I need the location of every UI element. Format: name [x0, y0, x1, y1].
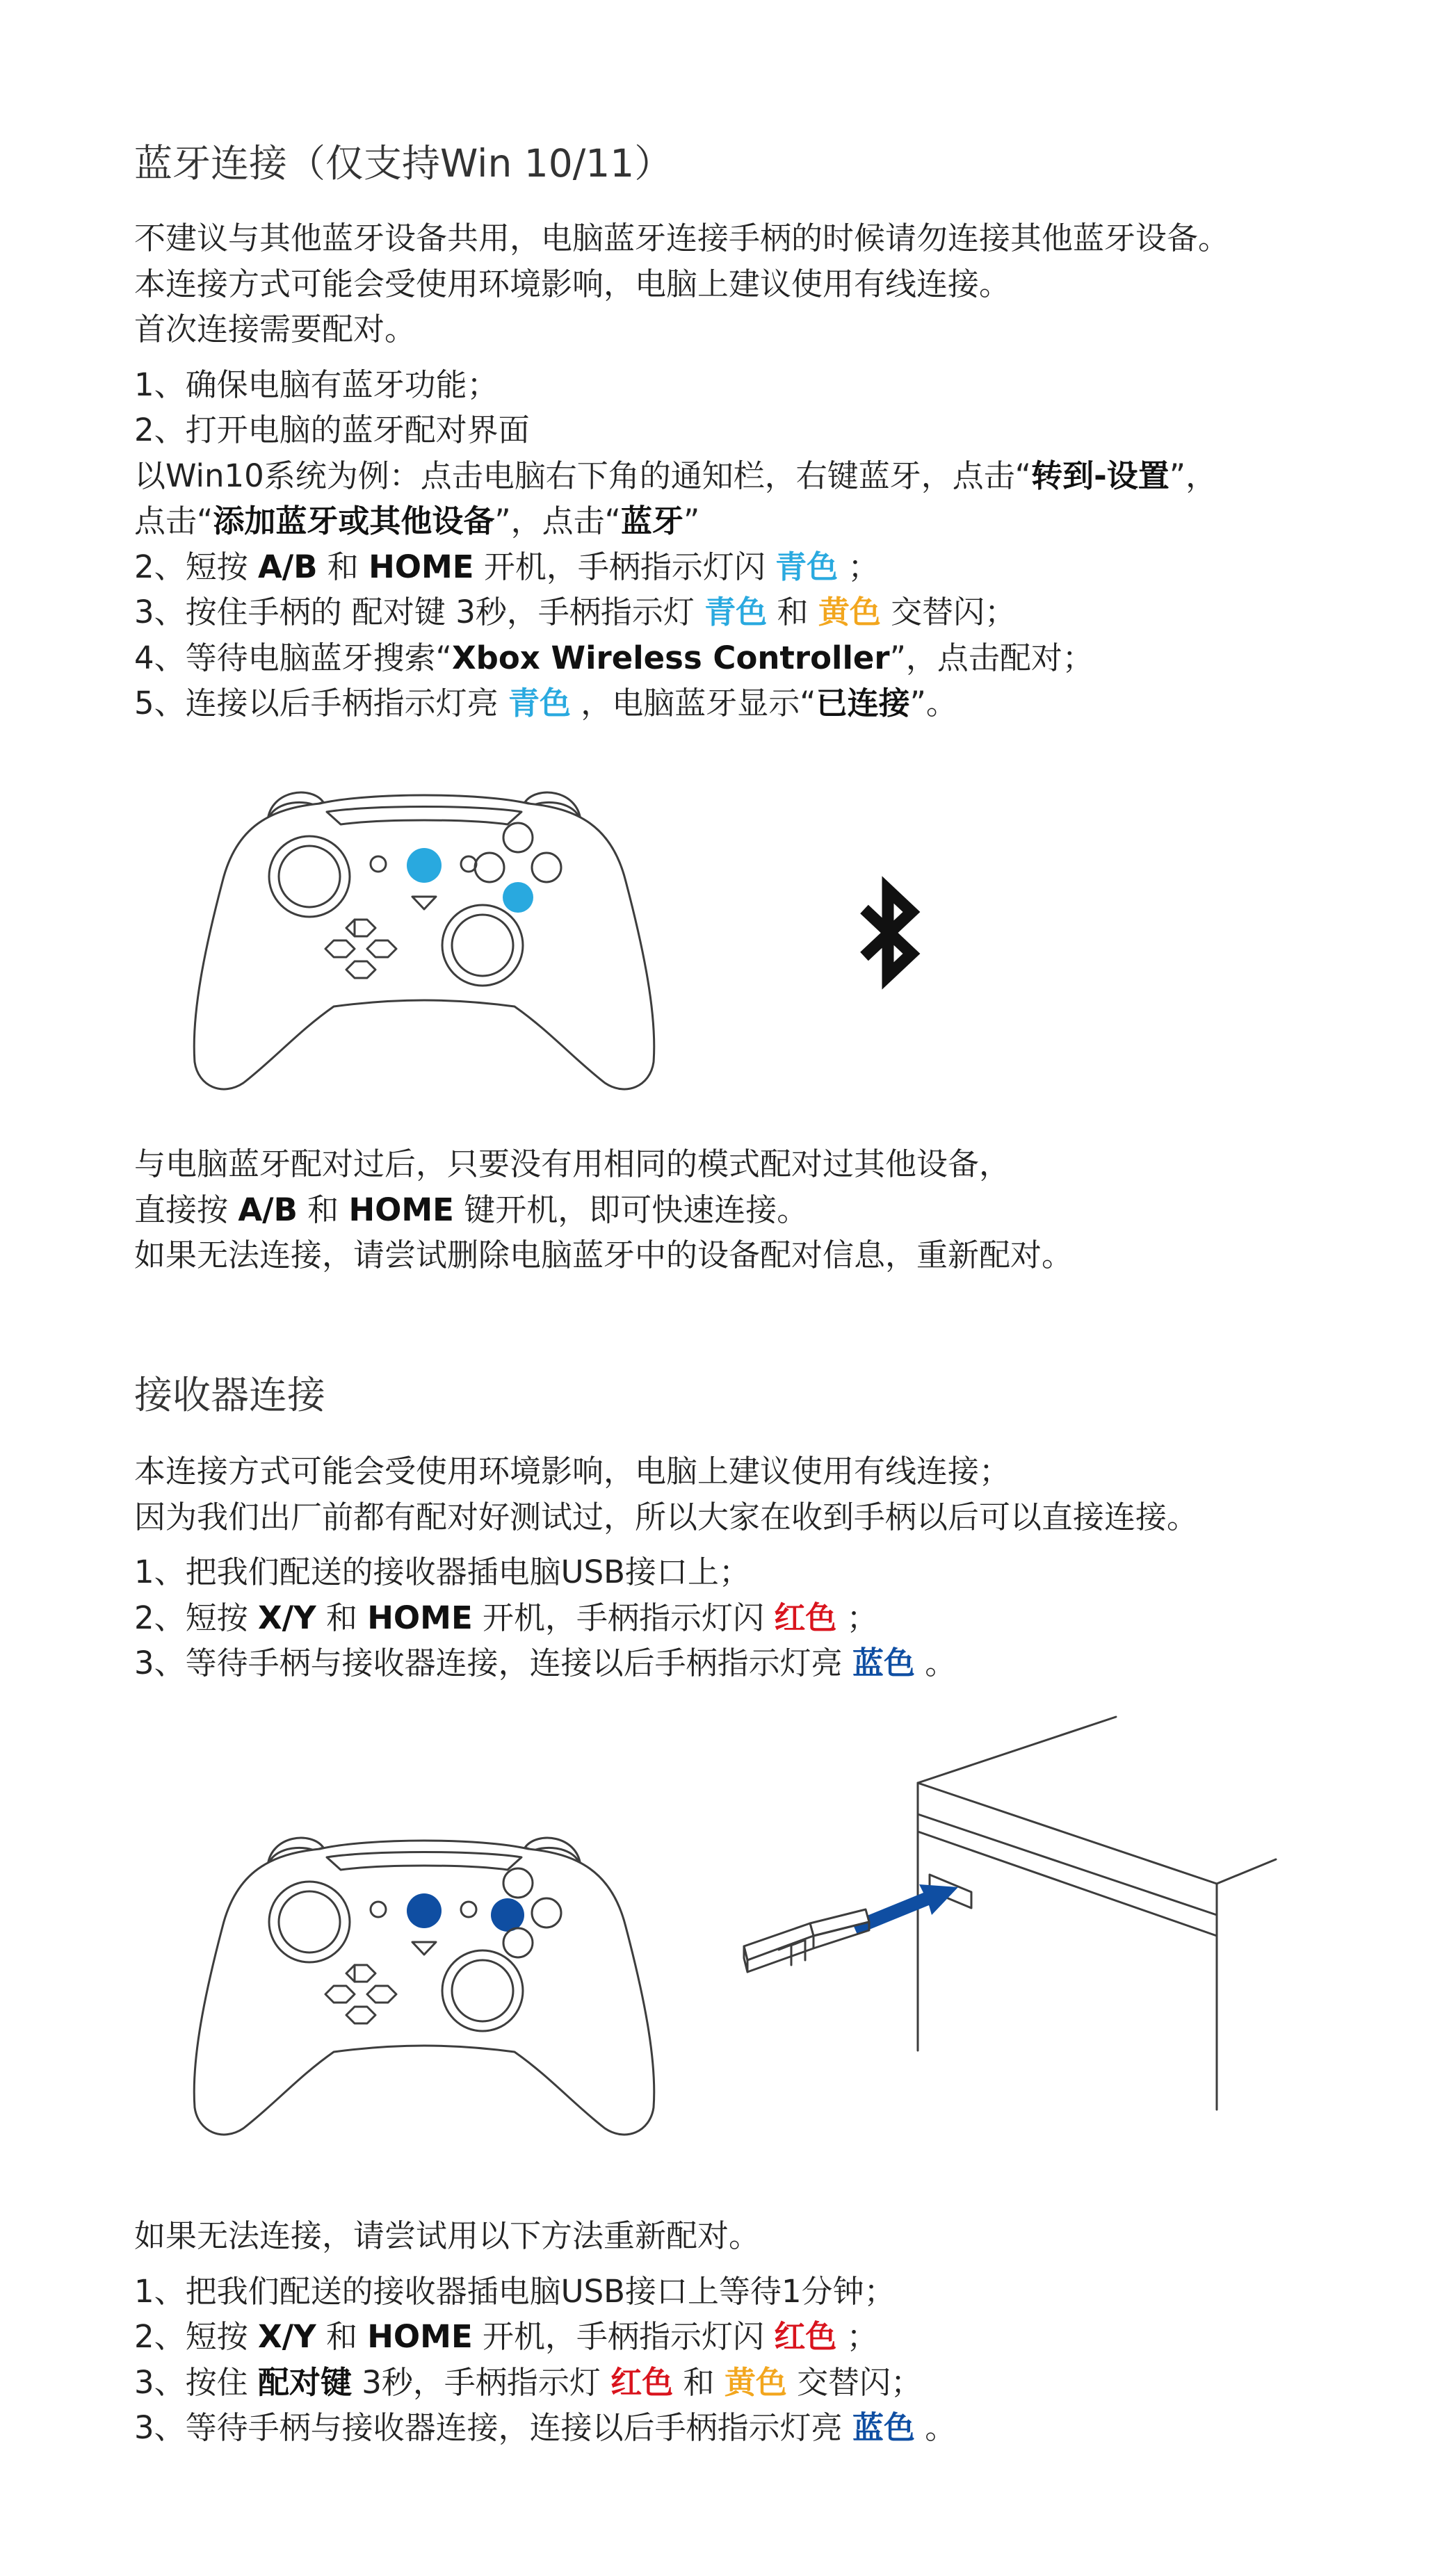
receiver-retry-text — [134, 2213, 956, 2451]
indicator-led — [491, 1898, 524, 1932]
bluetooth-after-text — [134, 1141, 1073, 1278]
bluetooth-section-title: 蓝牙连接（仅支持Win 10/11） — [134, 141, 673, 186]
rx-retry-step-4: 3、等待手柄与接收器连接，连接以后手柄指示灯亮 蓝色 。 — [134, 2409, 957, 2446]
indicator-led — [503, 882, 533, 913]
rx-intro-line: 因为我们出厂前都有配对好测试过，所以大家在收到手柄以后可以直接连接。 — [134, 1498, 1199, 1535]
rx-intro-line: 本连接方式可能会受使用环境影响，电脑上建议使用有线连接； — [134, 1453, 1011, 1490]
bt-step-1: 1、确保电脑有蓝牙功能； — [134, 366, 499, 403]
pc-tower-icon — [918, 1717, 1276, 2110]
controller-illustration-bluetooth — [188, 770, 661, 1104]
bt-step-4: 3、按住手柄的 配对键 3秒，手柄指示灯 青色 和 黄色 交替闪； — [134, 594, 1017, 630]
bluetooth-section-text — [134, 140, 1229, 726]
rx-step-3: 3、等待手柄与接收器连接，连接以后手柄指示灯亮 蓝色 。 — [134, 1645, 957, 1681]
bt-step-2-detail-cont: 点击“添加蓝牙或其他设备”，点击“蓝牙” — [134, 503, 700, 539]
rx-step-1: 1、把我们配送的接收器插电脑USB接口上； — [134, 1554, 751, 1590]
rx-retry-intro: 如果无法连接，请尝试用以下方法重新配对。 — [134, 2217, 761, 2254]
bt-step-5: 4、等待电脑蓝牙搜索“Xbox Wireless Controller”，点击配对； — [134, 639, 1094, 676]
rx-retry-step-1: 1、把我们配送的接收器插电脑USB接口上等待1分钟； — [134, 2272, 896, 2310]
bluetooth-icon — [852, 877, 934, 988]
insert-arrow-icon — [852, 1884, 958, 1934]
bt-intro-line: 不建议与其他蓝牙设备共用，电脑蓝牙连接手柄的时候请勿连接其他蓝牙设备。 — [134, 220, 1230, 256]
bt-step-2: 2、打开电脑的蓝牙配对界面 — [134, 411, 530, 448]
home-led — [407, 848, 442, 883]
usb-receiver-illustration — [737, 1713, 1293, 2117]
rx-retry-step-3: 3、按住 配对键 3秒，手柄指示灯 红色 和 黄色 交替闪； — [134, 2363, 923, 2401]
bt-step-2-detail: 以Win10系统为例：点击电脑右下角的通知栏，右键蓝牙，点击“转到-设置”， — [134, 457, 1217, 494]
usb-dongle-icon — [744, 1909, 869, 1972]
bt-step-6: 5、连接以后手柄指示灯亮 青色 ，电脑蓝牙显示“已连接”。 — [134, 685, 957, 722]
bt-intro-line: 首次连接需要配对。 — [134, 311, 416, 348]
bt-after-line-3: 如果无法连接，请尝试删除电脑蓝牙中的设备配对信息，重新配对。 — [134, 1237, 1074, 1273]
bt-intro-line: 本连接方式可能会受使用环境影响，电脑上建议使用有线连接。 — [134, 265, 1011, 302]
home-led — [407, 1893, 442, 1928]
rx-step-2: 2、短按 X/Y 和 HOME 开机，手柄指示灯闪 红色 ； — [134, 1599, 878, 1636]
bt-after-line-1: 与电脑蓝牙配对过后，只要没有用相同的模式配对过其他设备， — [134, 1146, 1011, 1182]
bt-step-3: 2、短按 A/B 和 HOME 开机，手柄指示灯闪 青色 ； — [134, 548, 880, 585]
receiver-section-title: 接收器连接 — [134, 1373, 326, 1417]
controller-illustration-receiver — [188, 1816, 661, 2149]
receiver-section-text — [134, 1372, 1198, 1686]
rx-retry-step-2: 2、短按 X/Y 和 HOME 开机，手柄指示灯闪 红色 ； — [134, 2318, 878, 2355]
bt-after-line-2: 直接按 A/B 和 HOME 键开机，即可快速连接。 — [134, 1191, 809, 1228]
